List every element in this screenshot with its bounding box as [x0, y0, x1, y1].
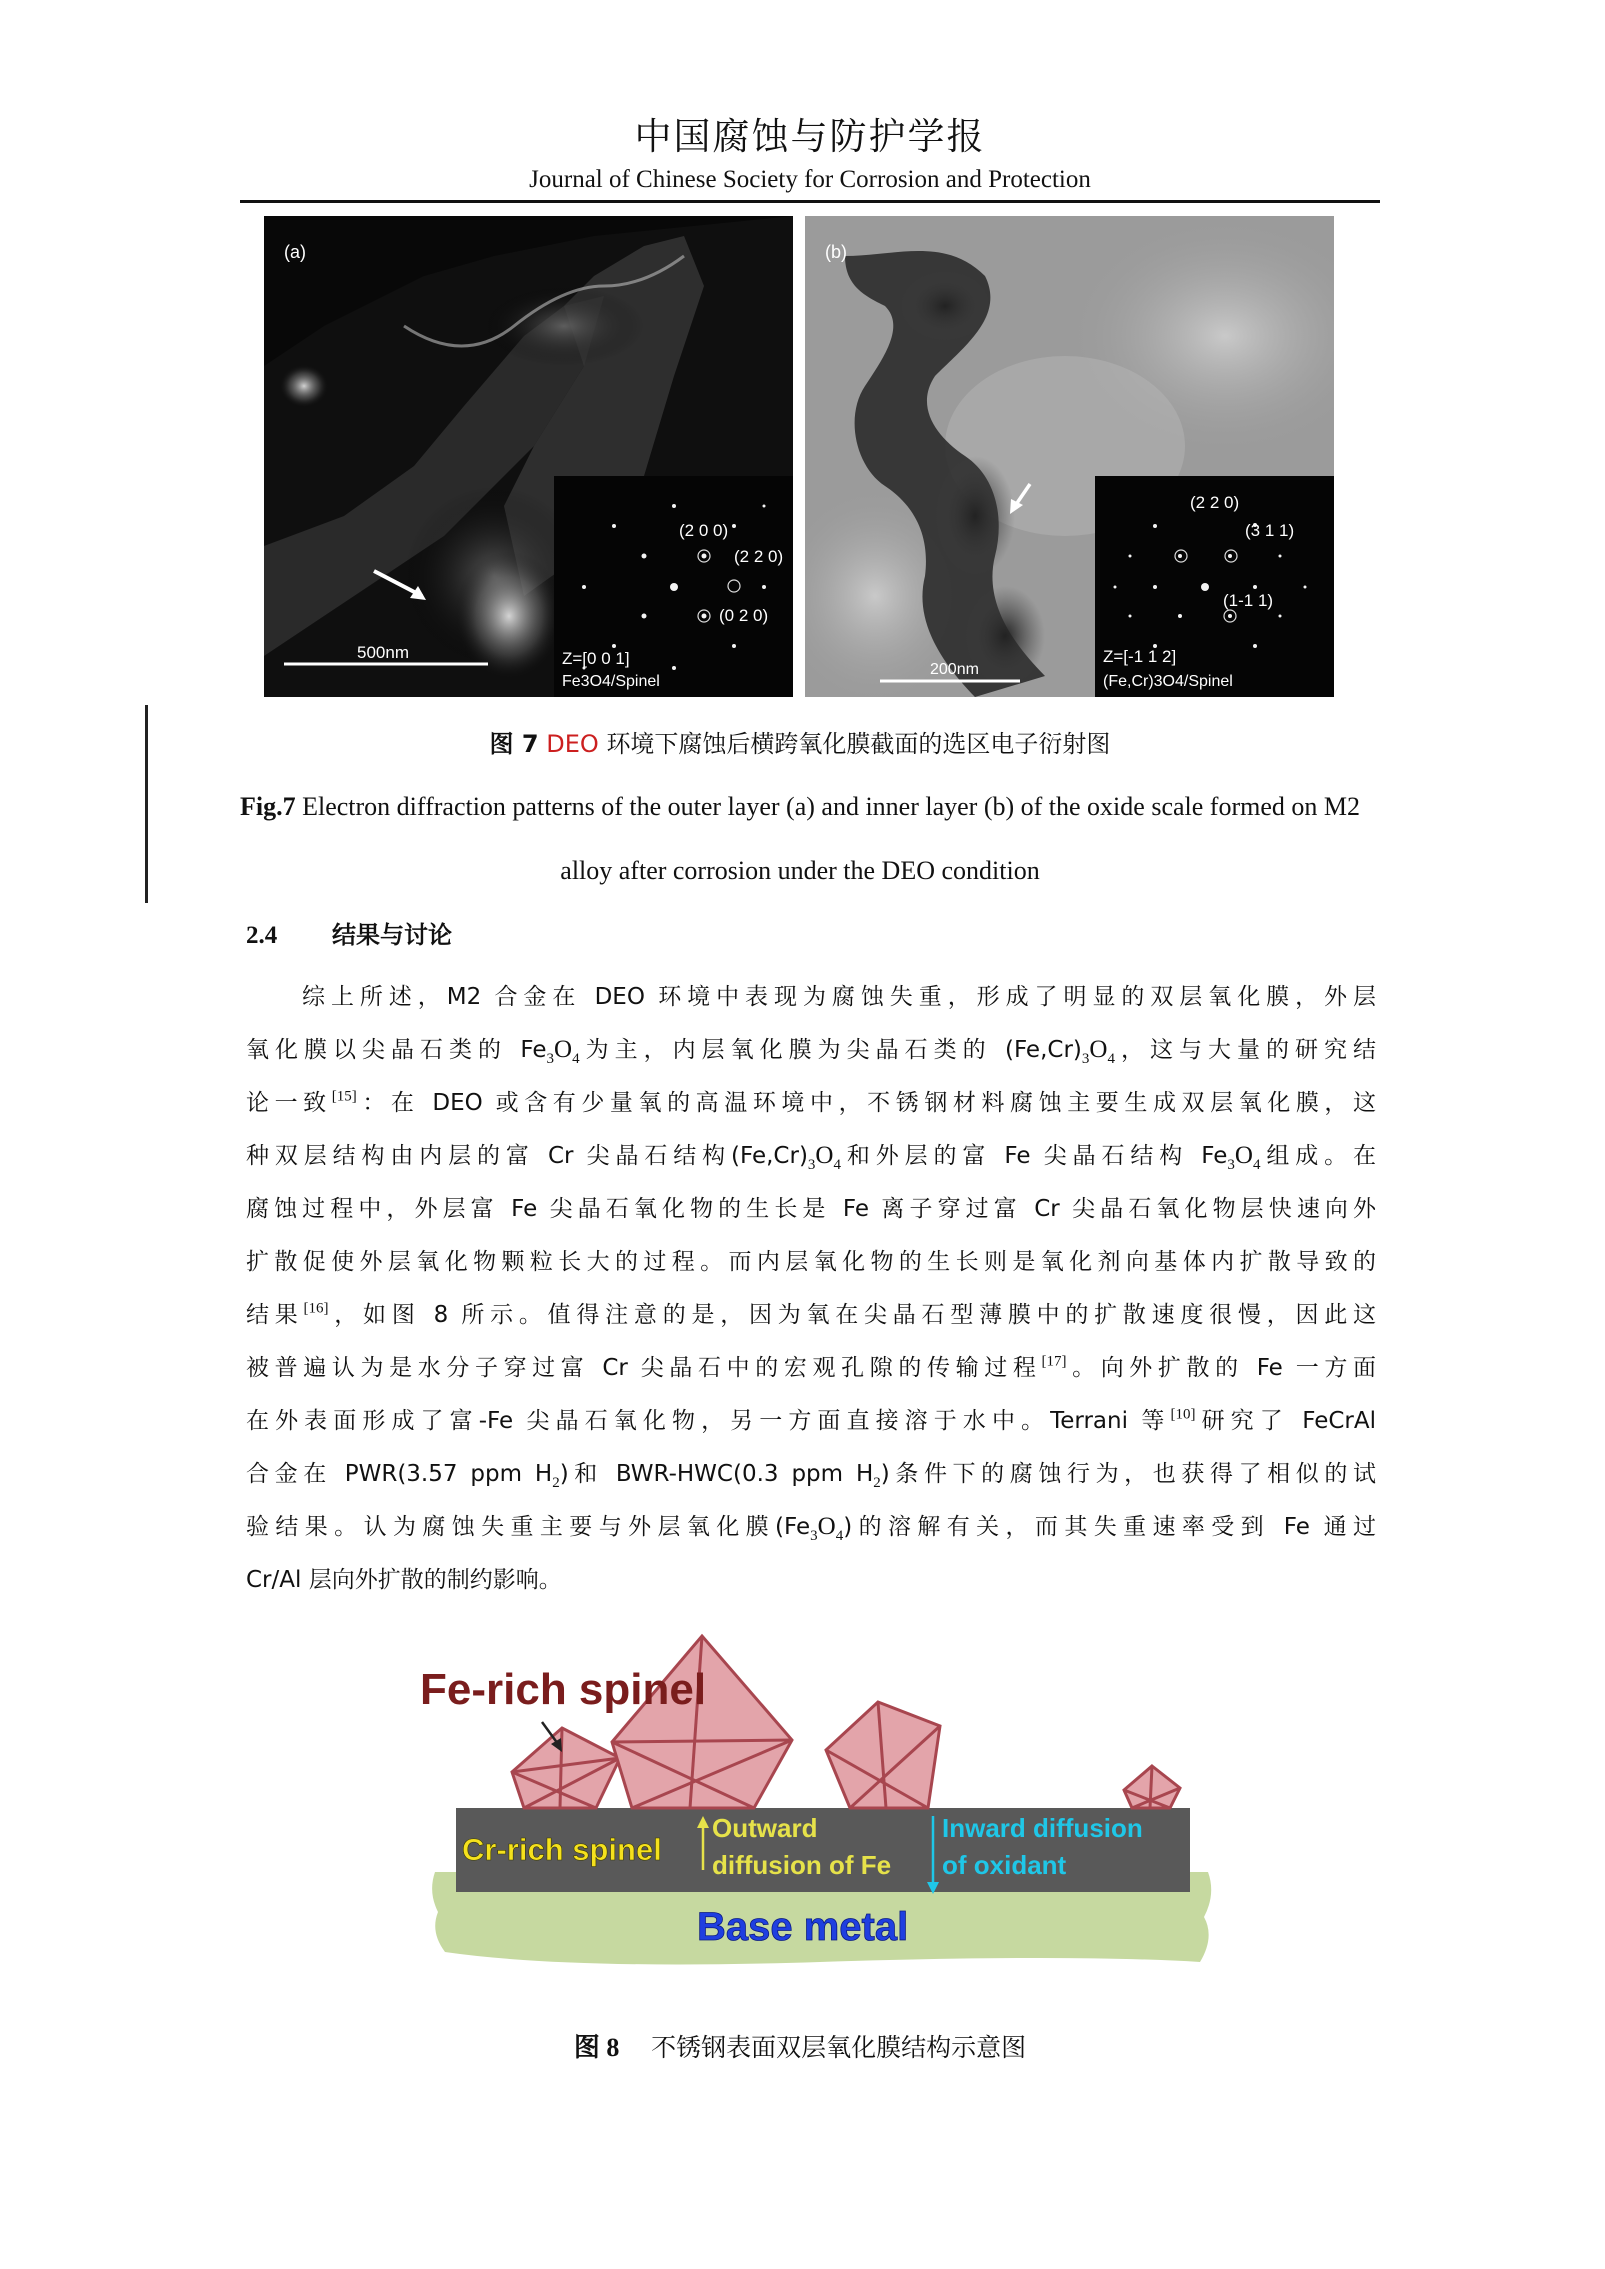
body-line-12: Cr/Al 层向外扩散的制约影响。 [246, 1567, 562, 1593]
body-line-1: 综上所述，M2 合金在 DEO 环境中表现为腐蚀失重，形成了明显的双层氧化膜，外层 [302, 984, 1376, 1010]
fig7-caption-en-line1: Electron diffraction patterns of the outer layer (a) and inner layer (b) of the oxide scale formed on M2 [302, 792, 1360, 821]
panel-a-spot-2: (2 2 0) [734, 547, 784, 566]
crystal-right [826, 1702, 940, 1808]
fig7-caption-cn [170, 724, 1430, 764]
panel-b-spot-2: (3 1 1) [1245, 521, 1295, 540]
body-line-3: 论一致[15]：在 DEO 或含有少量氧的高温环境中，不锈钢材料腐蚀主要生成双层氧化膜，这 [246, 1088, 1377, 1116]
fig8-caption [170, 2028, 1430, 2068]
fig7-caption-cn-text: 环境下腐蚀后横跨氧化膜截面的选区电子衍射图 [606, 730, 1111, 758]
panel-a-scale: 500nm [357, 643, 409, 662]
panel-b-scale: 200nm [930, 661, 979, 678]
tem-image-a [264, 216, 793, 697]
panel-b-spot-1: (2 2 0) [1190, 493, 1240, 512]
revision-bar [145, 705, 148, 903]
tem-image-b [805, 216, 1334, 697]
body-line-9: 在外表面形成了富-Fe 尖晶石氧化物，另一方面直接溶于水中。Terrani 等[10]研究了 FeCrAl [246, 1406, 1377, 1434]
label-cr-rich-spinel: Cr-rich spinel [462, 1832, 662, 1867]
journal-title-cn: 中国腐蚀与防护学报 [634, 115, 986, 158]
body-paragraph [246, 970, 1376, 1606]
label-outward-line2: diffusion of Fe [712, 1850, 892, 1880]
crystal-tiny [1124, 1766, 1180, 1808]
fig8-schematic [420, 1632, 1220, 1992]
panel-b-label: (b) [825, 242, 847, 262]
body-line-5: 腐蚀过程中，外层富 Fe 尖晶石氧化物的生长是 Fe 离子穿过富 Cr 尖晶石氧化物层快速向外 [246, 1196, 1376, 1222]
journal-header [240, 112, 1380, 198]
panel-a-spot-1: (2 0 0) [679, 521, 729, 540]
section-heading [246, 915, 452, 956]
panel-a-zone: Z=[0 0 1] [562, 649, 630, 668]
fig8-caption-label: 图 8 [573, 2033, 620, 2062]
fig7-caption-cn-red: DEO [546, 730, 599, 758]
oxide-structure-diagram [420, 1632, 1220, 1992]
crystal-small-left [512, 1728, 620, 1808]
fig7-caption-en-label: Fig.7 [240, 792, 296, 821]
label-outward-line1: Outward [712, 1813, 818, 1843]
panel-b-phase: (Fe,Cr)3O4/Spinel [1103, 673, 1233, 690]
body-line-6: 扩散促使外层氧化物颗粒长大的过程。而内层氧化物的生长则是氧化剂向基体内扩散导致的 [246, 1249, 1376, 1275]
panel-b-zone: Z=[-1 1 2] [1103, 647, 1177, 666]
fig7-panel-b [805, 216, 1334, 697]
label-base-metal: Base metal [697, 1905, 909, 1949]
label-inward-line2: of oxidant [942, 1850, 1067, 1880]
fig7-caption-en-line2: alloy after corrosion under the DEO condition [560, 856, 1040, 885]
body-line-2: 氧化膜以尖晶石类的 $Fe_3O_4$为主，内层氧化膜为尖晶石类的 $(Fe,Cr)_3O_4$，这与大量的研究结 [246, 1036, 1376, 1067]
panel-a-label: (a) [284, 242, 306, 262]
section-number: 2.4 [246, 922, 278, 949]
body-line-7: 结果[16]，如图 8 所示。值得注意的是，因为氧在尖晶石型薄膜中的扩散速度很慢，因此这 [246, 1300, 1376, 1328]
label-inward-line1: Inward diffusion [942, 1813, 1143, 1843]
fig8-caption-text: 不锈钢表面双层氧化膜结构示意图 [651, 2033, 1027, 2062]
fig7-caption-cn-label: 图 7 [489, 730, 539, 758]
body-line-11: 验结果。认为腐蚀失重主要与外层氧化膜$(Fe_3O_4)$的溶解有关，而其失重速率受到 Fe 通过 [246, 1513, 1376, 1544]
fig7-caption-en [170, 787, 1430, 827]
panel-b-spot-3: (1-1 1) [1223, 591, 1274, 610]
body-line-10: 合金在 PWR(3.57 ppm $H_2$)和 BWR-HWC(0.3 ppm $H_2$)条件下的腐蚀行为，也获得了相似的试 [246, 1461, 1376, 1491]
panel-a-spot-3: (0 2 0) [719, 606, 769, 625]
label-fe-rich-spinel: Fe-rich spinel [420, 1665, 707, 1714]
crystal-large [612, 1636, 792, 1808]
panel-a-phase: Fe3O4/Spinel [562, 673, 660, 690]
section-title: 结果与讨论 [332, 921, 452, 949]
fig7-panel-a [264, 216, 793, 697]
body-line-4: 种双层结构由内层的富 Cr 尖晶石结构$(Fe,Cr)_3O_4$和外层的富 Fe 尖晶石结构 $Fe_3O_4$组成。在 [246, 1142, 1376, 1173]
journal-title-en: Journal of Chinese Society for Corrosion and Protection [529, 166, 1091, 193]
header-rule [240, 200, 1380, 203]
body-line-8: 被普遍认为是水分子穿过富 Cr 尖晶石中的宏观孔隙的传输过程[17]。向外扩散的 Fe 一方面 [246, 1353, 1376, 1381]
